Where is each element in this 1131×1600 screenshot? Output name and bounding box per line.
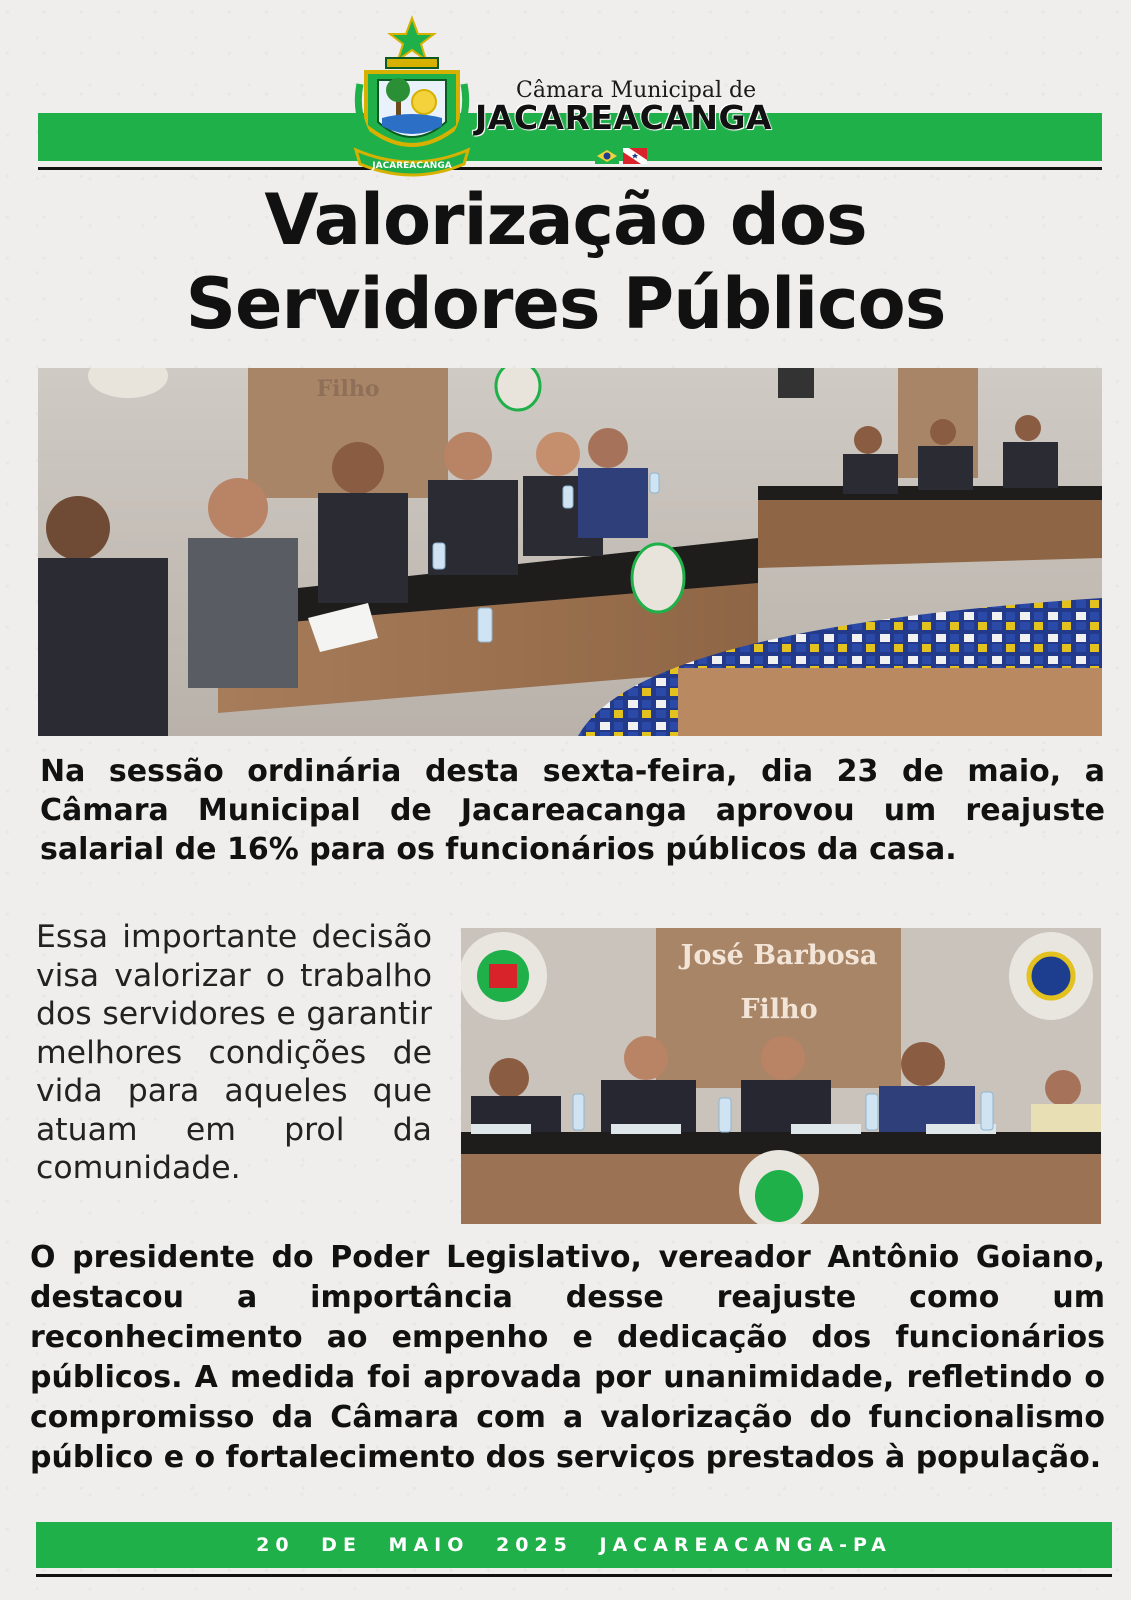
side-paragraph: Essa importante decisão visa valorizar o trabalho dos servidores e garantir melhores condições de vida para aqueles que atuam em prol da comunidade. xyxy=(36,919,432,1186)
flags xyxy=(595,148,647,164)
crest-ribbon-text: JACAREACANGA xyxy=(372,161,452,171)
council-session-photo xyxy=(38,368,1102,736)
plaque-line-2: Filho xyxy=(740,994,818,1025)
institution-line: Câmara Municipal de xyxy=(516,78,757,103)
wall-plaque-text: Filho xyxy=(316,376,380,402)
city-name: JACAREACANGA xyxy=(475,98,773,137)
footer-green-bar xyxy=(36,1522,1112,1568)
municipal-crest-logo xyxy=(352,14,472,186)
footer-date-location: 20 DE MAIO 2025 JACAREACANGA-PA xyxy=(256,1534,892,1556)
lead-paragraph: Na sessão ordinária desta sexta-feira, dia 23 de maio, a Câmara Municipal de Jacareacanga aprovou um reajuste salarial de 16% para os funcionários públicos da casa. xyxy=(40,754,1105,867)
header-divider xyxy=(38,167,1102,170)
para-flag-icon xyxy=(623,148,647,164)
brazil-flag-icon xyxy=(595,148,619,164)
body-paragraph: O presidente do Poder Legislativo, vereador Antônio Goiano, destacou a importância desse reajuste como um reconhecimento ao empenho e dedicação dos funcionários públicos. A medida foi aprovada por unanimidade, refletindo o compromisso da Câmara com a valorização do funcionalismo público e o fortalecimento dos serviços prestados à população. xyxy=(30,1240,1105,1475)
footer-divider xyxy=(36,1574,1112,1577)
headline-line-2: Servidores Públicos xyxy=(185,263,946,345)
headline-line-1: Valorização dos xyxy=(264,179,867,261)
plaque-line-1: José Barbosa xyxy=(680,940,878,971)
headline xyxy=(0,178,1131,346)
board-table-photo xyxy=(461,928,1101,1224)
